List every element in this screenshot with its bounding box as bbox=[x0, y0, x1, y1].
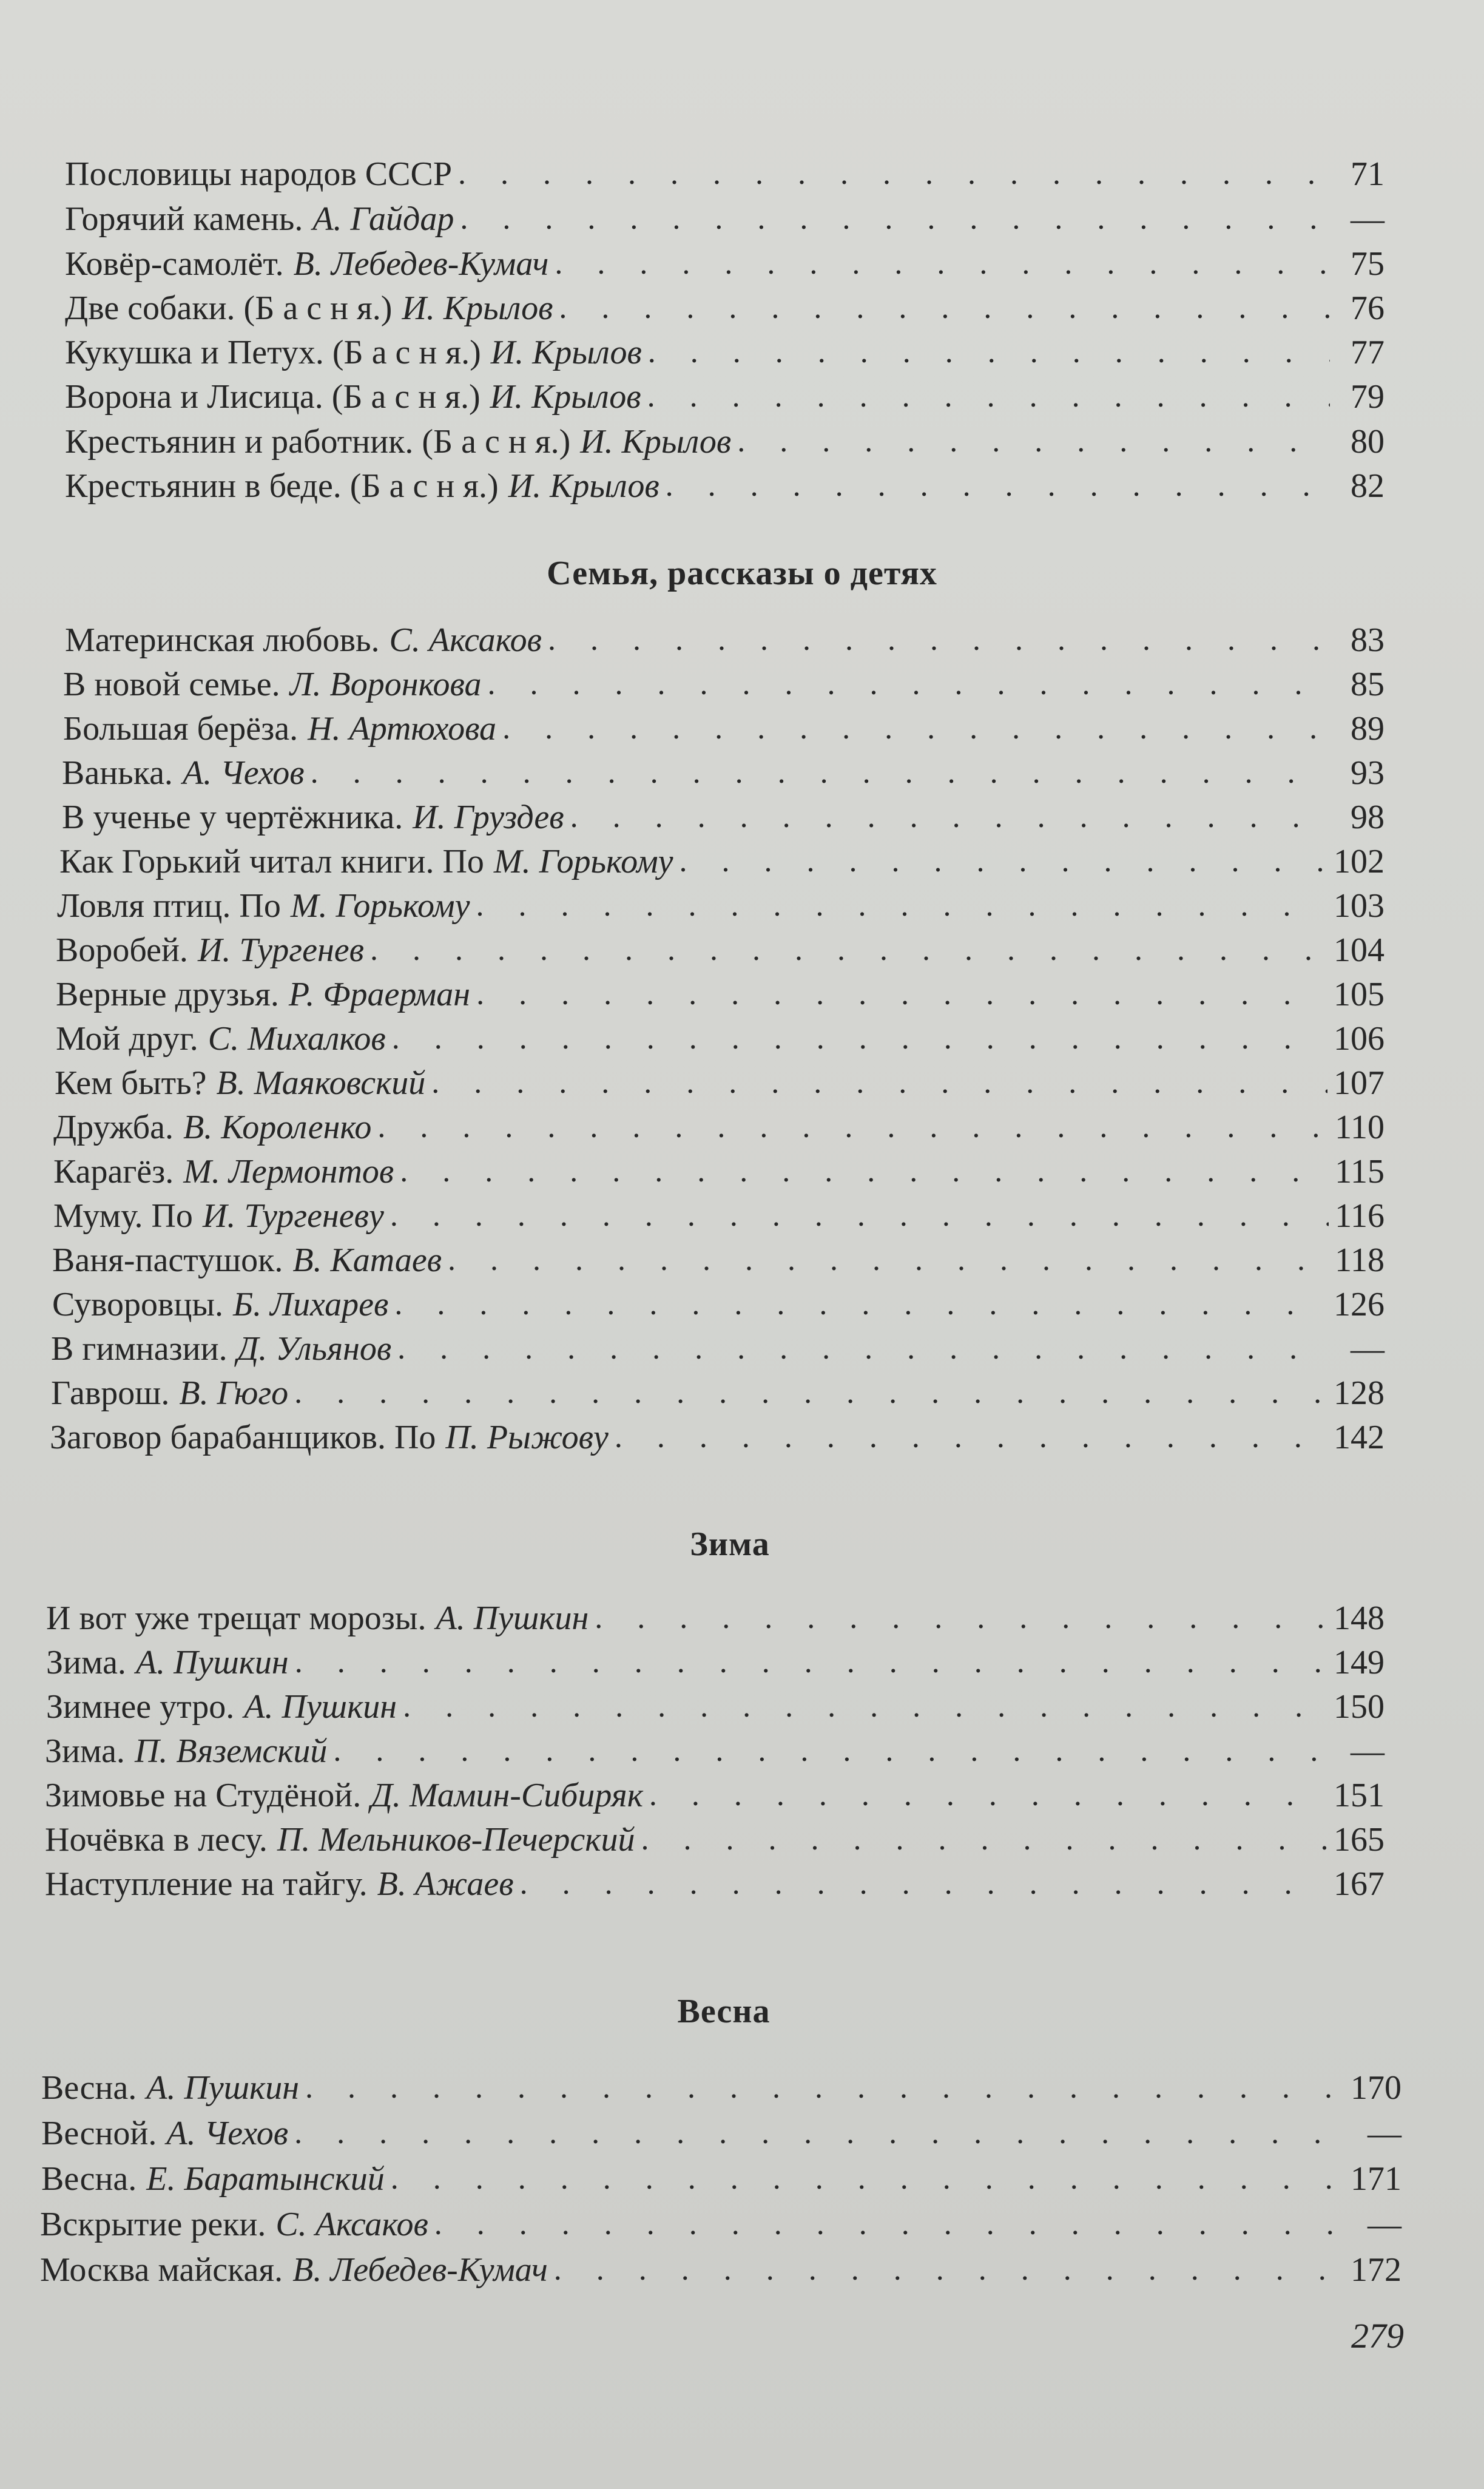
entry-author: И. Тургеневу bbox=[202, 1197, 384, 1235]
entry-page: 148 bbox=[1334, 1599, 1385, 1637]
section-heading: Весна bbox=[677, 1993, 771, 2030]
entry-author: А. Пушкин bbox=[146, 2069, 300, 2107]
entry-page: — bbox=[1368, 2206, 1401, 2243]
entry-page: 150 bbox=[1334, 1688, 1385, 1726]
dot-leader bbox=[397, 1328, 1330, 1370]
toc-entry bbox=[46, 1683, 1385, 1728]
entry-page: 103 bbox=[1334, 887, 1385, 925]
entry-page: 151 bbox=[1334, 1777, 1385, 1814]
page-number: 279 bbox=[1351, 2316, 1404, 2356]
entry-author: И. Крылов bbox=[490, 334, 642, 371]
entry-author: С. Аксаков bbox=[389, 621, 542, 659]
entry-page: 116 bbox=[1335, 1197, 1385, 1235]
entry-author: Д. Ульянов bbox=[237, 1330, 392, 1368]
toc-entry bbox=[65, 285, 1385, 329]
dot-leader bbox=[554, 2249, 1344, 2291]
entry-title: Ночёвка в лесу. bbox=[45, 1821, 268, 1859]
entry-page: 115 bbox=[1335, 1153, 1385, 1190]
entry-author: А. Гайдар bbox=[312, 200, 454, 238]
entry-title: Зимнее утро. bbox=[46, 1688, 235, 1726]
toc-entry bbox=[45, 1772, 1385, 1817]
entry-page: 149 bbox=[1334, 1644, 1385, 1681]
entry-author: С. Михалков bbox=[207, 1020, 386, 1058]
entry-author: В. Гюго bbox=[179, 1374, 289, 1412]
entry-page: 128 bbox=[1334, 1374, 1385, 1412]
entry-author: Д. Мамин-Сибиряк bbox=[371, 1777, 643, 1814]
entry-title: Карагёз. bbox=[53, 1153, 174, 1190]
entry-title: Весна. bbox=[41, 2069, 137, 2107]
entry-page: 85 bbox=[1351, 666, 1385, 703]
entry-author: Н. Артюхова bbox=[308, 710, 497, 748]
entry-page: 80 bbox=[1351, 423, 1385, 461]
toc-entry bbox=[56, 971, 1385, 1016]
dot-leader bbox=[595, 1597, 1327, 1640]
toc-entry bbox=[40, 2201, 1401, 2246]
toc-entry bbox=[62, 794, 1385, 839]
entry-page: 171 bbox=[1351, 2160, 1401, 2198]
toc-entry bbox=[50, 1414, 1385, 1459]
entry-title: Суворовцы. bbox=[52, 1286, 224, 1323]
toc-entry bbox=[51, 1325, 1385, 1370]
entry-title: Весна. bbox=[41, 2160, 137, 2198]
entry-title: Гаврош. bbox=[51, 1374, 170, 1412]
toc-entry bbox=[45, 1816, 1385, 1861]
entry-title: Материнская любовь. bbox=[65, 621, 380, 659]
entry-page: 79 bbox=[1351, 378, 1385, 416]
entry-author: И. Крылов bbox=[508, 467, 659, 505]
entry-page: 170 bbox=[1351, 2069, 1401, 2107]
toc-entry bbox=[65, 462, 1385, 507]
dot-leader bbox=[305, 2067, 1344, 2109]
dot-leader bbox=[648, 331, 1330, 374]
entry-title: Большая берёза. bbox=[63, 710, 298, 748]
entry-author: В. Лебедев-Кумач bbox=[292, 2251, 548, 2289]
entry-author: В. Ажаев bbox=[377, 1865, 514, 1903]
entry-page: 126 bbox=[1334, 1286, 1385, 1323]
dot-leader bbox=[555, 243, 1330, 285]
entry-author: А. Чехов bbox=[182, 754, 305, 792]
toc-entry bbox=[41, 2110, 1401, 2155]
entry-page: 165 bbox=[1334, 1821, 1385, 1859]
toc-entry bbox=[40, 2246, 1401, 2291]
entry-author: И. Крылов bbox=[580, 423, 732, 461]
toc-entry bbox=[41, 2155, 1401, 2200]
entry-page: 76 bbox=[1351, 289, 1385, 327]
entry-author: А. Пушкин bbox=[244, 1688, 397, 1726]
toc-entry bbox=[45, 1727, 1385, 1772]
toc-entry bbox=[57, 882, 1385, 927]
entry-title: Наступление на тайгу. bbox=[45, 1865, 368, 1903]
dot-leader bbox=[333, 1730, 1330, 1772]
entry-title: Зима. bbox=[46, 1644, 126, 1681]
entry-title: Ловля птиц. По bbox=[57, 887, 281, 925]
entry-page: 107 bbox=[1334, 1064, 1385, 1102]
entry-title: Кукушка и Петух. (Б а с н я.) bbox=[65, 334, 481, 371]
entry-page: 71 bbox=[1351, 155, 1385, 193]
entry-page: 106 bbox=[1334, 1020, 1385, 1058]
toc-entry bbox=[45, 1860, 1385, 1905]
entry-title: Муму. По bbox=[53, 1197, 193, 1235]
dot-leader bbox=[548, 619, 1330, 661]
entry-page: 98 bbox=[1351, 799, 1385, 836]
dot-leader bbox=[460, 198, 1330, 240]
toc-entry bbox=[62, 749, 1385, 794]
dot-leader bbox=[390, 1195, 1329, 1237]
toc-entry bbox=[46, 1595, 1385, 1640]
entry-author: М. Горькому bbox=[493, 843, 673, 880]
entry-title: Весной. bbox=[41, 2115, 157, 2152]
dot-leader bbox=[476, 973, 1327, 1016]
dot-leader bbox=[431, 1062, 1327, 1104]
entry-page: 118 bbox=[1335, 1241, 1385, 1279]
entry-page: 75 bbox=[1351, 245, 1385, 283]
entry-title: В гимназии. bbox=[51, 1330, 228, 1368]
dot-leader bbox=[559, 287, 1330, 329]
entry-author: Б. Лихарев bbox=[233, 1286, 389, 1323]
entry-page: 83 bbox=[1351, 621, 1385, 659]
dot-leader bbox=[680, 840, 1327, 883]
entry-author: А. Чехов bbox=[166, 2115, 289, 2152]
entry-page: 142 bbox=[1334, 1419, 1385, 1456]
toc-entry bbox=[63, 705, 1385, 750]
entry-title: Верные друзья. bbox=[56, 976, 279, 1013]
entry-page: 102 bbox=[1334, 843, 1385, 880]
entry-title: И вот уже трещат морозы. bbox=[46, 1599, 427, 1637]
entry-author: В. Катаев bbox=[292, 1241, 442, 1279]
entry-page: — bbox=[1351, 1330, 1385, 1368]
toc-entry bbox=[65, 373, 1385, 418]
toc-entry bbox=[53, 1104, 1385, 1149]
entry-author: Л. Воронкова bbox=[289, 666, 482, 703]
entry-title: Как Горький читал книги. По bbox=[59, 843, 484, 880]
dot-leader bbox=[487, 663, 1330, 706]
dot-leader bbox=[400, 1150, 1329, 1193]
dot-leader bbox=[458, 153, 1330, 195]
dot-leader bbox=[476, 885, 1327, 927]
entry-title: Крестьянин и работник. (Б а с н я.) bbox=[65, 423, 571, 461]
entry-page: 105 bbox=[1334, 976, 1385, 1013]
toc-entry bbox=[65, 240, 1385, 285]
toc-entry bbox=[56, 927, 1385, 971]
toc-entry bbox=[65, 195, 1385, 240]
entry-author: М. Горькому bbox=[290, 887, 470, 925]
toc-entry bbox=[65, 616, 1385, 661]
entry-author: В. Маяковский bbox=[216, 1064, 426, 1102]
entry-title: Кем быть? bbox=[55, 1064, 207, 1102]
toc-entry bbox=[52, 1281, 1385, 1326]
entry-title: Заговор барабанщиков. По bbox=[50, 1419, 436, 1456]
entry-page: — bbox=[1351, 1732, 1385, 1770]
entry-author: И. Тургенев bbox=[197, 931, 364, 969]
dot-leader bbox=[641, 1819, 1327, 1861]
dot-leader bbox=[391, 2158, 1344, 2200]
dot-leader bbox=[403, 1686, 1327, 1728]
entry-author: П. Вяземский bbox=[134, 1732, 328, 1770]
toc-entry bbox=[59, 838, 1385, 883]
dot-leader bbox=[394, 1283, 1327, 1326]
dot-leader bbox=[649, 1774, 1327, 1817]
toc-entry bbox=[55, 1059, 1385, 1104]
entry-title: Ваня-пастушок. bbox=[52, 1241, 283, 1279]
toc-entry bbox=[52, 1237, 1385, 1282]
dot-leader bbox=[377, 1106, 1329, 1149]
toc-entry bbox=[53, 1192, 1385, 1237]
dot-leader bbox=[615, 1416, 1327, 1459]
entry-author: И. Груздев bbox=[413, 799, 564, 836]
entry-title: Ванька. bbox=[62, 754, 173, 792]
section-heading: Зима bbox=[690, 1525, 770, 1563]
toc-entry bbox=[46, 1639, 1385, 1684]
toc-entry bbox=[65, 150, 1385, 195]
entry-title: Зимовье на Студёной. bbox=[45, 1777, 362, 1814]
section-heading: Семья, рассказы о детях bbox=[547, 555, 937, 592]
dot-leader bbox=[520, 1863, 1327, 1905]
entry-page: 110 bbox=[1335, 1109, 1385, 1146]
dot-leader bbox=[311, 752, 1330, 794]
dot-leader bbox=[370, 929, 1327, 971]
toc-entry bbox=[53, 1148, 1385, 1193]
entry-page: 89 bbox=[1351, 710, 1385, 748]
entry-page: 77 bbox=[1351, 334, 1385, 371]
entry-author: А. Пушкин bbox=[436, 1599, 589, 1637]
entry-title: В ученье у чертёжника. bbox=[62, 799, 403, 836]
entry-title: Ворона и Лисица. (Б а с н я.) bbox=[65, 378, 481, 416]
entry-author: А. Пушкин bbox=[135, 1644, 289, 1681]
toc-entry bbox=[65, 418, 1385, 463]
dot-leader bbox=[737, 420, 1330, 463]
entry-page: 93 bbox=[1351, 754, 1385, 792]
dot-leader bbox=[294, 1372, 1327, 1414]
dot-leader bbox=[294, 2112, 1347, 2155]
entry-page: — bbox=[1351, 200, 1385, 238]
dot-leader bbox=[666, 465, 1330, 507]
entry-author: В. Короленко bbox=[183, 1109, 372, 1146]
dot-leader bbox=[502, 708, 1330, 750]
entry-title: Вскрытие реки. bbox=[40, 2206, 266, 2243]
toc-entry bbox=[51, 1369, 1385, 1414]
entry-page: 167 bbox=[1334, 1865, 1385, 1903]
entry-page: — bbox=[1368, 2115, 1401, 2152]
entry-author: В. Лебедев-Кумач bbox=[293, 245, 549, 283]
entry-title: В новой семье. bbox=[63, 666, 280, 703]
entry-title: Две собаки. (Б а с н я.) bbox=[65, 289, 393, 327]
toc-entry bbox=[65, 329, 1385, 374]
entry-author: Р. Фраерман bbox=[288, 976, 471, 1013]
entry-title: Зима. bbox=[45, 1732, 125, 1770]
entry-page: 82 bbox=[1351, 467, 1385, 505]
dot-leader bbox=[434, 2203, 1347, 2246]
entry-title: Горячий камень. bbox=[65, 200, 303, 238]
dot-leader bbox=[570, 796, 1330, 839]
entry-title: Воробей. bbox=[56, 931, 188, 969]
entry-author: С. Аксаков bbox=[275, 2206, 428, 2243]
dot-leader bbox=[295, 1641, 1327, 1684]
entry-title: Мой друг. bbox=[56, 1020, 198, 1058]
entry-author: М. Лермонтов bbox=[183, 1153, 394, 1190]
entry-author: И. Крылов bbox=[490, 378, 641, 416]
entry-title: Дружба. bbox=[53, 1109, 174, 1146]
toc-entry bbox=[56, 1015, 1385, 1060]
entry-author: П. Рыжову bbox=[445, 1419, 609, 1456]
entry-author: Е. Баратынский bbox=[146, 2160, 385, 2198]
entry-title: Ковёр-самолёт. bbox=[65, 245, 284, 283]
dot-leader bbox=[647, 376, 1330, 418]
entry-author: И. Крылов bbox=[402, 289, 553, 327]
entry-page: 172 bbox=[1351, 2251, 1401, 2289]
entry-title: Крестьянин в беде. (Б а с н я.) bbox=[65, 467, 499, 505]
entry-title: Пословицы народов СССР bbox=[65, 155, 452, 193]
entry-author: П. Мельников-Печерский bbox=[277, 1821, 635, 1859]
entry-page: 104 bbox=[1334, 931, 1385, 969]
dot-leader bbox=[392, 1018, 1327, 1060]
entry-title: Москва майская. bbox=[40, 2251, 283, 2289]
toc-entry bbox=[63, 661, 1385, 706]
toc-entry bbox=[41, 2064, 1401, 2109]
dot-leader bbox=[448, 1239, 1329, 1282]
